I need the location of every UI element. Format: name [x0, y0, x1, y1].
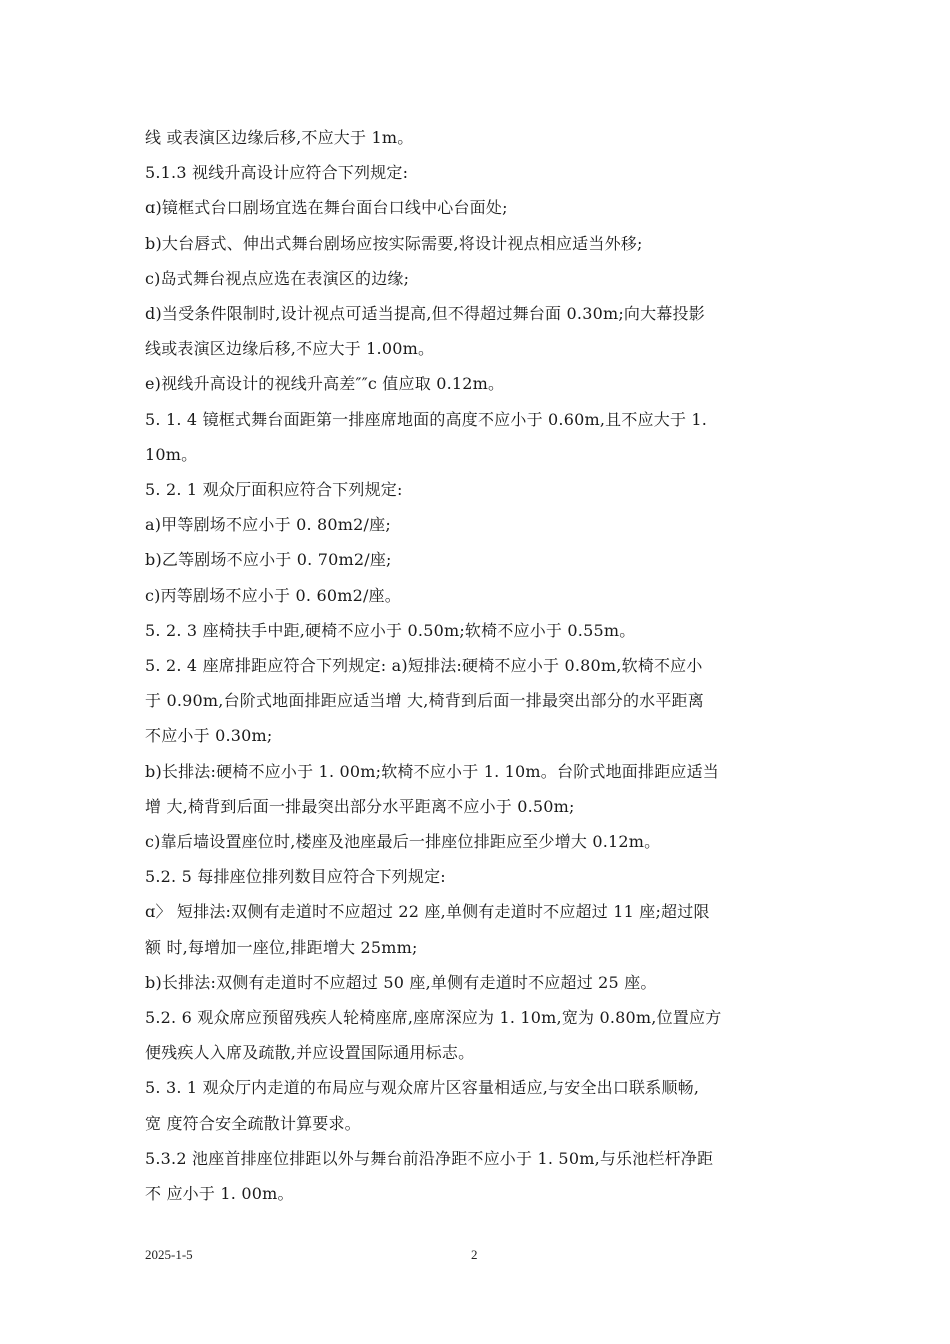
text-line: 5. 3. 1 观众厅内走道的布局应与观众席片区容量相适应,与安全出口联系顺畅, [145, 1078, 700, 1098]
text-line: ɑ)镜框式台口剧场宜选在舞台面台口线中心台面处; [145, 198, 508, 218]
text-line: 5. 1. 4 镜框式舞台面距第一排座席地面的高度不应小于 0.60m,且不应大于 1. [145, 409, 708, 429]
text-line: c)靠后墙设置座位时,楼座及池座最后一排座位排距应至少增大 0.12m。 [145, 832, 661, 852]
text-line: c)岛式舞台视点应选在表演区的边缘; [145, 268, 410, 288]
text-line: 5. 2. 1 观众厅面积应符合下列规定: [145, 480, 403, 500]
text-line: 不应小于 0.30m; [145, 726, 273, 746]
text-line: b)大台唇式、伸出式舞台剧场应按实际需要,将设计视点相应适当外移; [145, 233, 643, 253]
text-line: 5.2. 5 每排座位排列数目应符合下列规定: [145, 867, 446, 887]
document-body [145, 120, 825, 1211]
footer-date: 2025-1-5 [145, 1247, 193, 1262]
text-line: e)视线升高设计的视线升高差″″c 值应取 0.12m。 [145, 374, 505, 394]
text-line: 线或表演区边缘后移,不应大于 1.00m。 [145, 339, 435, 359]
text-line: 增 大,椅背到后面一排最突出部分水平距离不应小于 0.50m; [145, 796, 575, 816]
text-line: b)长排法:双侧有走道时不应超过 50 座,单侧有走道时不应超过 25 座。 [145, 972, 657, 992]
text-line: b)乙等剧场不应小于 0. 70m2/座; [145, 550, 392, 570]
text-line: a)甲等剧场不应小于 0. 80m2/座; [145, 515, 391, 535]
text-line: 便残疾人入席及疏散,并应设置国际通用标志。 [145, 1043, 475, 1063]
text-line: 5. 2. 3 座椅扶手中距,硬椅不应小于 0.50m;软椅不应小于 0.55m。 [145, 620, 636, 640]
text-line: 不 应小于 1. 00m。 [145, 1184, 294, 1204]
text-line: 线 或表演区边缘后移,不应大于 1m。 [145, 128, 414, 147]
text-line: d)当受条件限制时,设计视点可适当提高,但不得超过舞台面 0.30m;向大幕投影 [145, 304, 705, 324]
text-line: 5.3.2 池座首排座位排距以外与舞台前沿净距不应小于 1. 50m,与乐池栏杆净距 [145, 1148, 714, 1168]
text-line: 10m。 [145, 444, 198, 464]
text-line: 5.2. 6 观众席应预留残疾人轮椅座席,座席深应为 1. 10m,宽为 0.80m,位置应方 [145, 1008, 722, 1028]
page-number: 2 [471, 1247, 478, 1262]
text-line: ɑ〉 短排法:双侧有走道时不应超过 22 座,单侧有走道时不应超过 11 座;超过限 [145, 902, 710, 922]
text-line: c)丙等剧场不应小于 0. 60m2/座。 [145, 585, 401, 605]
text-line: 额 时,每增加一座位,排距增大 25mm; [145, 937, 418, 957]
text-line: 宽 度符合安全疏散计算要求。 [145, 1113, 361, 1133]
text-line: 5. 2. 4 座席排距应符合下列规定: a)短排法:硬椅不应小于 0.80m,软椅不应小 [145, 656, 703, 676]
text-line: 5.1.3 视线升高设计应符合下列规定: [145, 163, 409, 183]
text-line: 于 0.90m,台阶式地面排距应适当增 大,椅背到后面一排最突出部分的水平距离 [145, 691, 704, 711]
text-line: b)长排法:硬椅不应小于 1. 00m;软椅不应小于 1. 10m。台阶式地面排距应适当 [145, 761, 720, 781]
